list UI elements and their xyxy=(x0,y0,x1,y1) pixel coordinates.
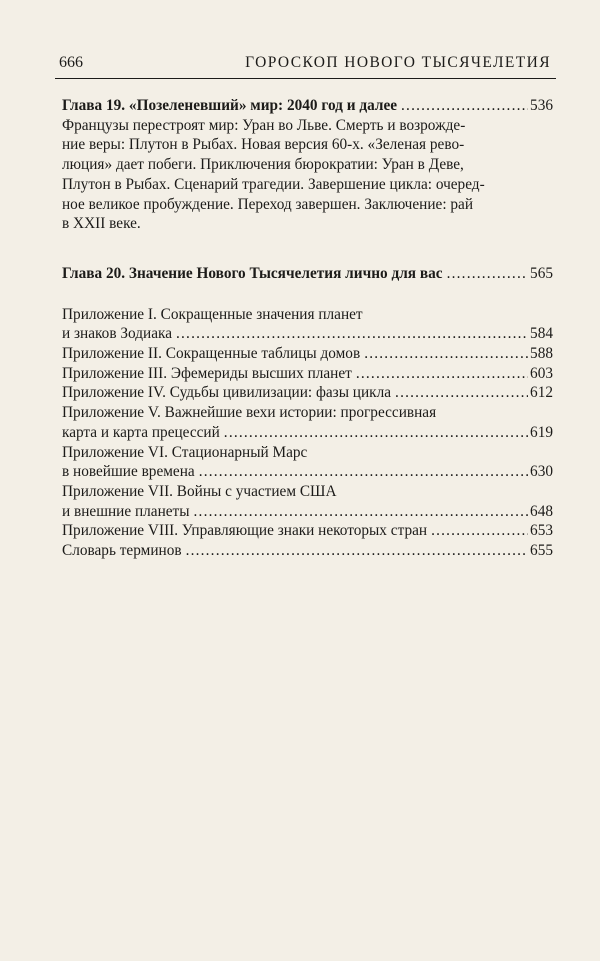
page-number: 666 xyxy=(59,54,83,71)
toc-entry-title: Глава 19. «Позеленевший» мир: 2040 год и далее xyxy=(62,97,398,114)
description-line: люция» дает побеги. Приключения бюрократии: Уран в Деве, xyxy=(62,156,464,174)
toc-entry-title: карта и карта прецессий xyxy=(62,423,220,441)
description-line: в XXII веке. xyxy=(62,215,141,233)
toc-entry-title-first-line: Приложение V. Важнейшие вехи истории: прогрессивная xyxy=(62,404,437,422)
toc-entry-title-first-line: Приложение VII. Войны с участием США xyxy=(62,482,337,500)
toc-entry-title-first-line: Приложение I. Сокращенные значения планет xyxy=(62,305,363,323)
leader-dots xyxy=(447,264,528,284)
toc-entry-page: 612 xyxy=(530,384,553,402)
leader-dots xyxy=(176,324,528,344)
toc-entry-appendix-6[interactable] xyxy=(62,443,553,482)
toc-entry-title: Приложение II. Сокращенные таблицы домов xyxy=(62,345,361,363)
toc-entry-page: 536 xyxy=(530,97,553,114)
leader-dots xyxy=(194,502,529,522)
toc-entry-chapter-19[interactable] xyxy=(62,96,553,116)
toc-entry-glossary[interactable] xyxy=(62,541,553,561)
toc-entry-title: в новейшие времена xyxy=(62,463,195,481)
leader-dots xyxy=(431,521,528,541)
leader-dots xyxy=(186,541,528,561)
description-line: Французы перестроят мир: Уран во Льве. Смерть и возрожде- xyxy=(62,116,466,134)
toc-entry-appendix-4[interactable] xyxy=(62,383,553,403)
leader-dots xyxy=(356,364,528,384)
leader-dots xyxy=(224,423,528,443)
toc-entry-page: 619 xyxy=(530,423,553,441)
leader-dots xyxy=(199,462,528,482)
toc-entry-page: 630 xyxy=(530,463,553,481)
toc-entry-appendix-2[interactable] xyxy=(62,344,553,364)
toc-entry-appendix-7[interactable] xyxy=(62,482,553,521)
toc-entry-title: Приложение IV. Судьбы цивилизации: фазы цикла xyxy=(62,384,392,402)
toc-entry-page: 588 xyxy=(530,345,553,363)
table-of-contents xyxy=(62,96,553,561)
running-title: ГОРОСКОП НОВОГО ТЫСЯЧЕЛЕТИЯ xyxy=(245,54,551,71)
chapter-19-description xyxy=(62,116,553,234)
toc-entry-title: Словарь терминов xyxy=(62,542,182,560)
toc-entry-title: Глава 20. Значение Нового Тысячелетия лично для вас xyxy=(62,264,443,282)
leader-dots xyxy=(401,96,528,116)
toc-entry-page: 653 xyxy=(530,522,553,540)
toc-entry-title: Приложение III. Эфемериды высших планет xyxy=(62,364,352,382)
toc-entry-page: 603 xyxy=(530,364,553,382)
toc-entry-title: и внешние планеты xyxy=(62,502,190,520)
toc-entry-appendix-5[interactable] xyxy=(62,403,553,442)
toc-entry-page: 584 xyxy=(530,325,553,343)
description-line: ние веры: Плутон в Рыбах. Новая версия 60-х. «Зеленая рево- xyxy=(62,136,465,154)
toc-entry-page: 565 xyxy=(530,264,553,282)
toc-entry-appendix-3[interactable] xyxy=(62,364,553,384)
leader-dots xyxy=(364,344,528,364)
leader-dots xyxy=(395,383,528,403)
toc-entry-appendix-1[interactable] xyxy=(62,305,553,344)
toc-entry-chapter-20[interactable] xyxy=(62,264,553,284)
description-line: ное великое пробуждение. Переход завершен. Заключение: рай xyxy=(62,195,474,213)
page-header xyxy=(55,48,555,74)
toc-entry-page: 655 xyxy=(530,542,553,560)
toc-entry-appendix-8[interactable] xyxy=(62,521,553,541)
toc-entry-title: и знаков Зодиака xyxy=(62,325,172,343)
description-line: Плутон в Рыбах. Сценарий трагедии. Завершение цикла: очеред- xyxy=(62,175,485,193)
toc-entry-page: 648 xyxy=(530,502,553,520)
toc-entry-title-first-line: Приложение VI. Стационарный Марс xyxy=(62,443,308,461)
header-rule xyxy=(55,78,556,79)
toc-entry-title: Приложение VIII. Управляющие знаки некоторых стран xyxy=(62,522,428,540)
